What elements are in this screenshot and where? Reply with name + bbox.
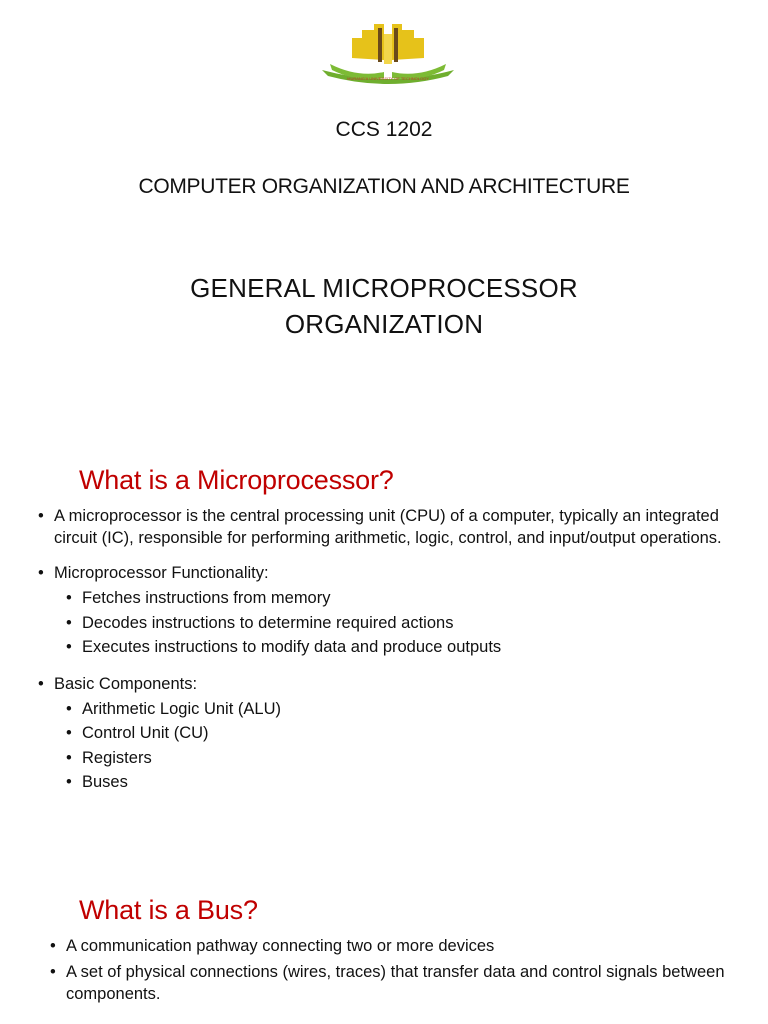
bullet-dot: • <box>66 638 72 656</box>
bullet-dot: • <box>66 724 72 742</box>
bullet-dot: • <box>66 748 72 767</box>
bus-heading: What is a Bus? <box>79 895 258 925</box>
bullet-dot: • <box>66 773 72 791</box>
bullet-dot: • <box>50 937 56 955</box>
bullet-dot: • <box>66 699 72 718</box>
functionality-sub-list <box>54 586 748 660</box>
bullet-dot: • <box>38 674 44 693</box>
sub-item <box>66 611 748 636</box>
sub-item-text: Buses <box>82 773 128 791</box>
sub-item-text: Registers <box>82 748 152 767</box>
sub-item-text: Decodes instructions to determine required actions <box>82 613 454 632</box>
sub-item <box>66 770 748 795</box>
bullet-dot: • <box>38 507 44 525</box>
bus-bullet <box>50 961 750 1005</box>
bullet-text: Basic Components: <box>54 674 198 693</box>
bullet-definition <box>38 505 748 549</box>
sub-item <box>66 635 748 660</box>
course-code: CCS 1202 <box>335 118 433 141</box>
bullet-dot: • <box>50 963 56 981</box>
sub-item-text: Executes instructions to modify data and produce outputs <box>82 638 502 656</box>
bullet-dot: • <box>66 613 72 632</box>
bus-bullet <box>50 935 750 957</box>
logo-text: MURANG'A UNIVERSITY OF TECHNOLOGY <box>347 76 429 81</box>
topic-title <box>0 270 768 342</box>
course-name: COMPUTER ORGANIZATION AND ARCHITECTURE <box>138 175 630 198</box>
sub-item-text: Arithmetic Logic Unit (ALU) <box>82 699 281 718</box>
sub-item <box>66 746 748 771</box>
title-slide <box>0 0 768 445</box>
components-sub-list <box>54 697 748 795</box>
sub-item-text: Control Unit (CU) <box>82 724 209 742</box>
topic-title-line2: ORGANIZATION <box>284 309 484 339</box>
microprocessor-bullet-list <box>38 505 748 795</box>
sub-item <box>66 721 748 746</box>
bus-slide <box>0 865 768 1024</box>
bullet-text: Microprocessor Functionality: <box>54 564 269 582</box>
bullet-components <box>38 673 748 795</box>
sub-item <box>66 697 748 722</box>
bullet-text: A microprocessor is the central processing unit (CPU) of a computer, typically an integrated circuit (IC), responsible for performing arithmetic, logic, control, and input/output operations. <box>54 507 722 547</box>
bullet-text: A communication pathway connecting two or more devices <box>66 937 495 955</box>
microprocessor-heading: What is a Microprocessor? <box>79 465 394 495</box>
microprocessor-slide <box>0 445 768 865</box>
topic-title-line1: GENERAL MICROPROCESSOR <box>190 273 578 303</box>
bullet-text: A set of physical connections (wires, traces) that transfer data and control signals between components. <box>66 963 725 1003</box>
university-logo <box>318 20 458 90</box>
bullet-dot: • <box>38 564 44 582</box>
bullet-functionality <box>38 562 748 660</box>
bus-bullet-list <box>50 935 750 1005</box>
bullet-dot: • <box>66 589 72 607</box>
sub-item <box>66 586 748 611</box>
sub-item-text: Fetches instructions from memory <box>82 589 331 607</box>
